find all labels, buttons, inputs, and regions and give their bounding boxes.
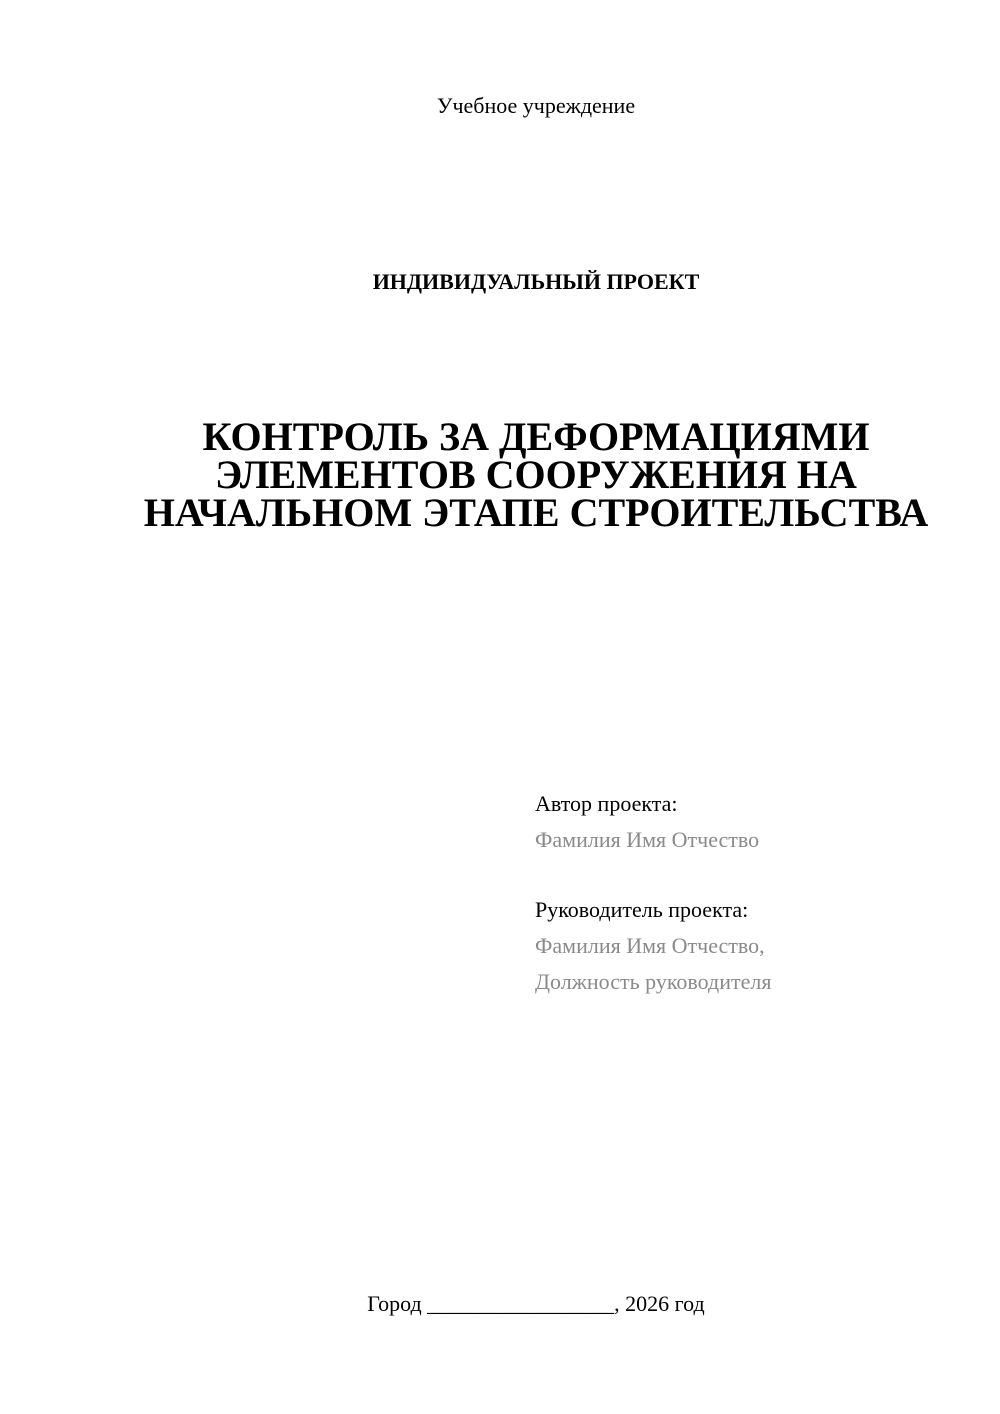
author-name: Фамилия Имя Отчество — [535, 827, 760, 852]
project-title — [0, 414, 1000, 535]
author-block — [535, 786, 975, 858]
supervisor-name: Фамилия Имя Отчество, — [535, 933, 765, 958]
project-title-line: КОНТРОЛЬ ЗА ДЕФОРМАЦИЯМИ — [202, 414, 870, 459]
supervisor-block — [535, 892, 975, 1000]
author-label: Автор проекта: — [535, 791, 678, 816]
project-type-heading: ИНДИВИДУАЛЬНЫЙ ПРОЕКТ — [372, 269, 700, 294]
supervisor-label: Руководитель проекта: — [535, 897, 749, 922]
project-title-line: НАЧАЛЬНОМ ЭТАПЕ СТРОИТЕЛЬСТВА — [143, 490, 929, 535]
institution-name: Учебное учреждение — [436, 93, 636, 118]
supervisor-position: Должность руководителя — [535, 969, 772, 994]
city-year-footer: Город _________________, 2026 год — [367, 1291, 705, 1316]
project-title-line: ЭЛЕМЕНТОВ СООРУЖЕНИЯ НА — [215, 452, 857, 497]
